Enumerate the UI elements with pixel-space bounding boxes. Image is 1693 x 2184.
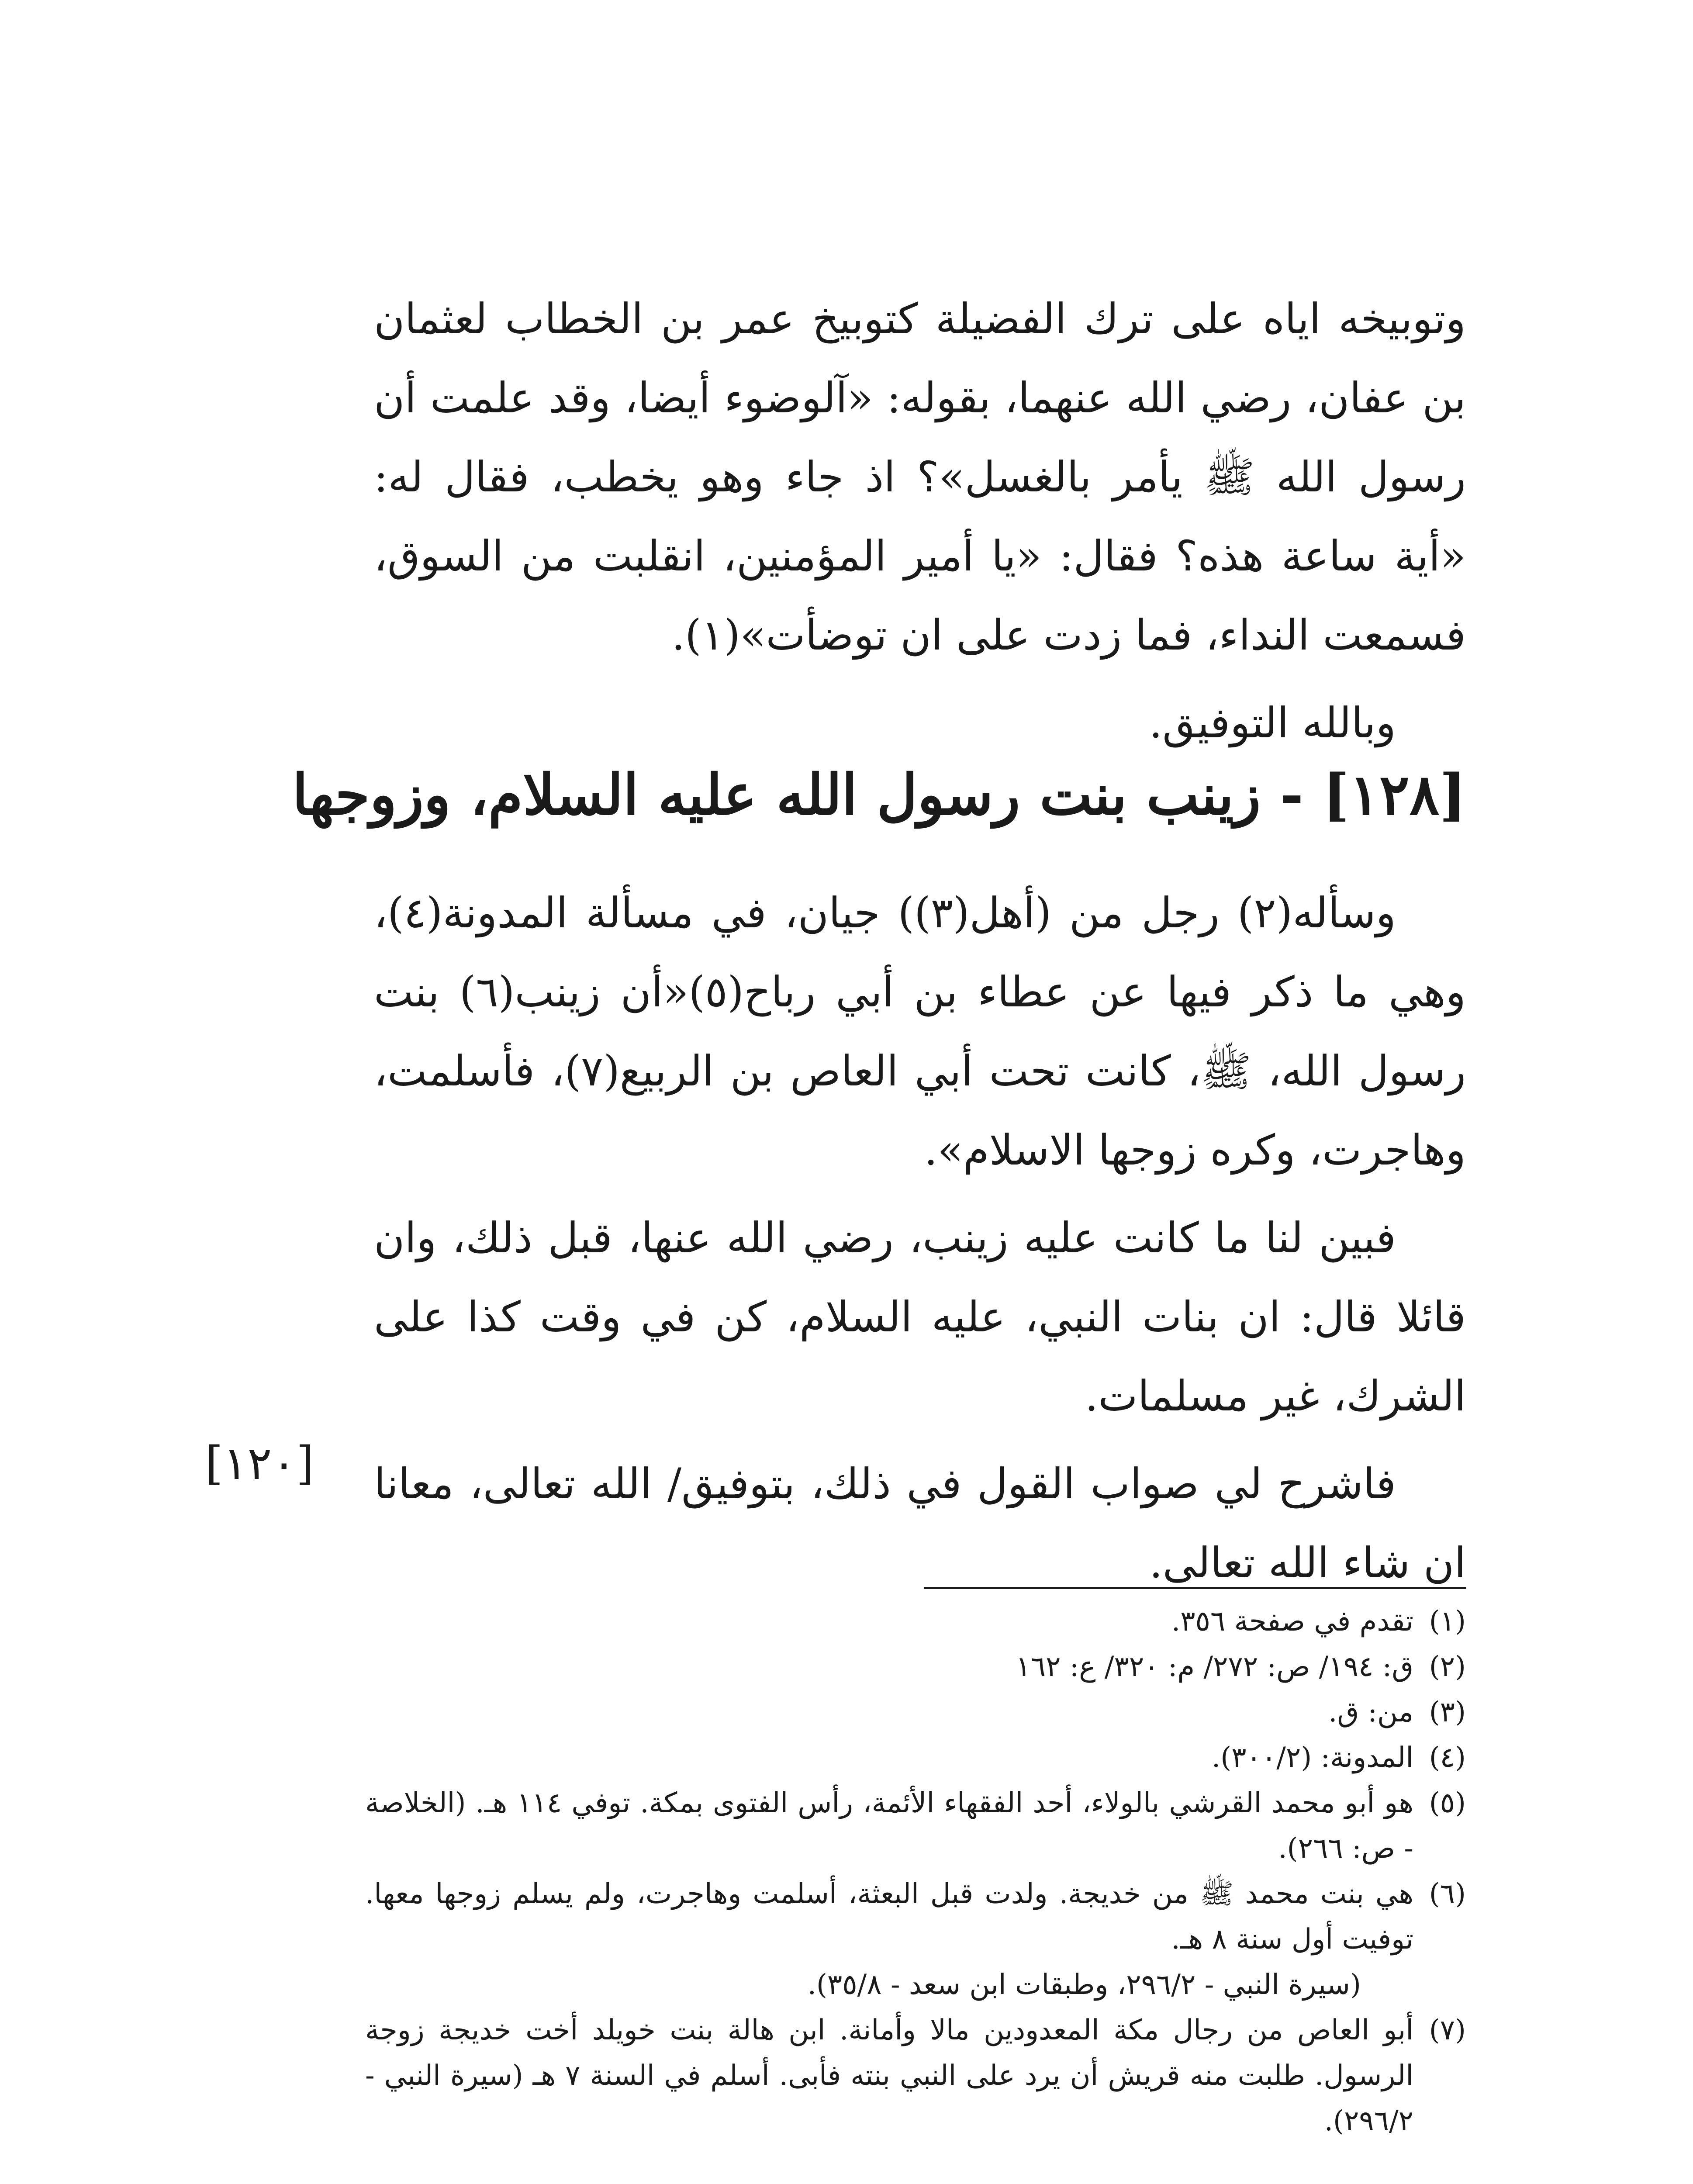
- footnote-number: (١): [1429, 1605, 1466, 1638]
- footnote-number: (٧): [1429, 2014, 1466, 2046]
- manuscript-folio-marker: [١٢٠]: [205, 1437, 314, 1490]
- footnote-2: [365, 1644, 1466, 1690]
- footnote-1: [365, 1599, 1466, 1644]
- lower-text-block: [374, 874, 1466, 1603]
- footnote-number: (٥): [1429, 1787, 1466, 1819]
- footnote-text: المدونة: (٣٠٠/٢).: [1211, 1742, 1413, 1774]
- footnote-text: ق: ١٩٤/ ص: ٢٧٢/ م: ٣٢٠/ ع: ١٦٢: [1016, 1651, 1413, 1683]
- footnote-number: (٣): [1429, 1696, 1466, 1728]
- footnote-7: [365, 2008, 1466, 2144]
- footnote-text: من: ق.: [1328, 1696, 1413, 1728]
- footnote-number: (٤): [1429, 1742, 1466, 1774]
- paragraph-question: وسأله(٢) رجل من (أهل(٣)) جيان، في مسألة المدونة(٤)، وهي ما ذكر فيها عن عطاء بن أبي رباح(٥)«أن زينب(٦) بنت رسول الله، ﷺ، كانت تحت أبي العاص بن الربيع(٧)، فأسلمت، وهاجرت، وكره زوجها الاسلام».: [374, 888, 1466, 1175]
- footnote-5: [365, 1780, 1466, 1871]
- footnote-divider: [924, 1587, 1466, 1589]
- footnote-number: (٢): [1429, 1651, 1466, 1683]
- footnote-text: تقدم في صفحة ٣٥٦.: [1171, 1605, 1413, 1638]
- upper-text-block: [374, 280, 1466, 763]
- paragraph-request: فاشرح لي صواب القول في ذلك، بتوفيق/ الله تعالى، معانا ان شاء الله تعالى.: [374, 1459, 1466, 1587]
- paragraph-clarify: فبين لنا ما كانت عليه زينب، رضي الله عنها، قبل ذلك، وان قائلا قال: ان بنات النبي، عليه السلام، كن في وقت كذا على الشرك، غير مسلمات.: [374, 1213, 1466, 1420]
- footnote-text: هو أبو محمد القرشي بالولاء، أحد الفقهاء الأئمة، رأس الفتوى بمكة. توفي ١١٤ هـ. (الخلاصة - ص: ٢٦٦).: [365, 1787, 1413, 1865]
- footnote-4: [365, 1735, 1466, 1780]
- paragraph-otman-rebuke: وتوبيخه اياه على ترك الفضيلة كتوبيخ عمر بن الخطاب لعثمان بن عفان، رضي الله عنهما، بقوله: «آلوضوء أيضا، وقد علمت أن رسول الله ﷺ يأمر بالغسل»؟ اذ جاء وهو يخطب، فقال له: «أية ساعة هذه؟ فقال: «يا أمير المؤمنين، انقلبت من السوق، فسمعت النداء، فما زدت على ان توضأت»(١).: [374, 294, 1466, 660]
- section-heading: [١٢٨] - زينب بنت رسول الله عليه السلام، وزوجها: [292, 762, 1466, 828]
- footnote-text: أبو العاص من رجال مكة المعدودين مالا وأمانة. ابن هالة بنت خويلد أخت خديجة زوجة الرسول. طلبت منه قريش أن يرد على النبي بنته فأبى. أسلم في السنة ٧ هـ (سيرة النبي - ٢٩٦/٢).: [365, 2014, 1414, 2137]
- footnote-6: [365, 1871, 1466, 1962]
- footnote-text: هي بنت محمد ﷺ من خديجة. ولدت قبل البعثة، أسلمت وهاجرت، ولم يسلم زوجها معها. توفيت أول سنة ٨ هـ.: [365, 1878, 1413, 1956]
- footnote-6-source: (سيرة النبي - ٢٩٦/٢، وطبقات ابن سعد - ٣٥/٨).: [807, 1969, 1361, 2001]
- footnotes: [365, 1599, 1466, 2144]
- footnote-number: (٦): [1429, 1878, 1466, 1910]
- paragraph-tawfiq: وبالله التوفيق.: [1149, 698, 1396, 747]
- footnote-3: [365, 1690, 1466, 1735]
